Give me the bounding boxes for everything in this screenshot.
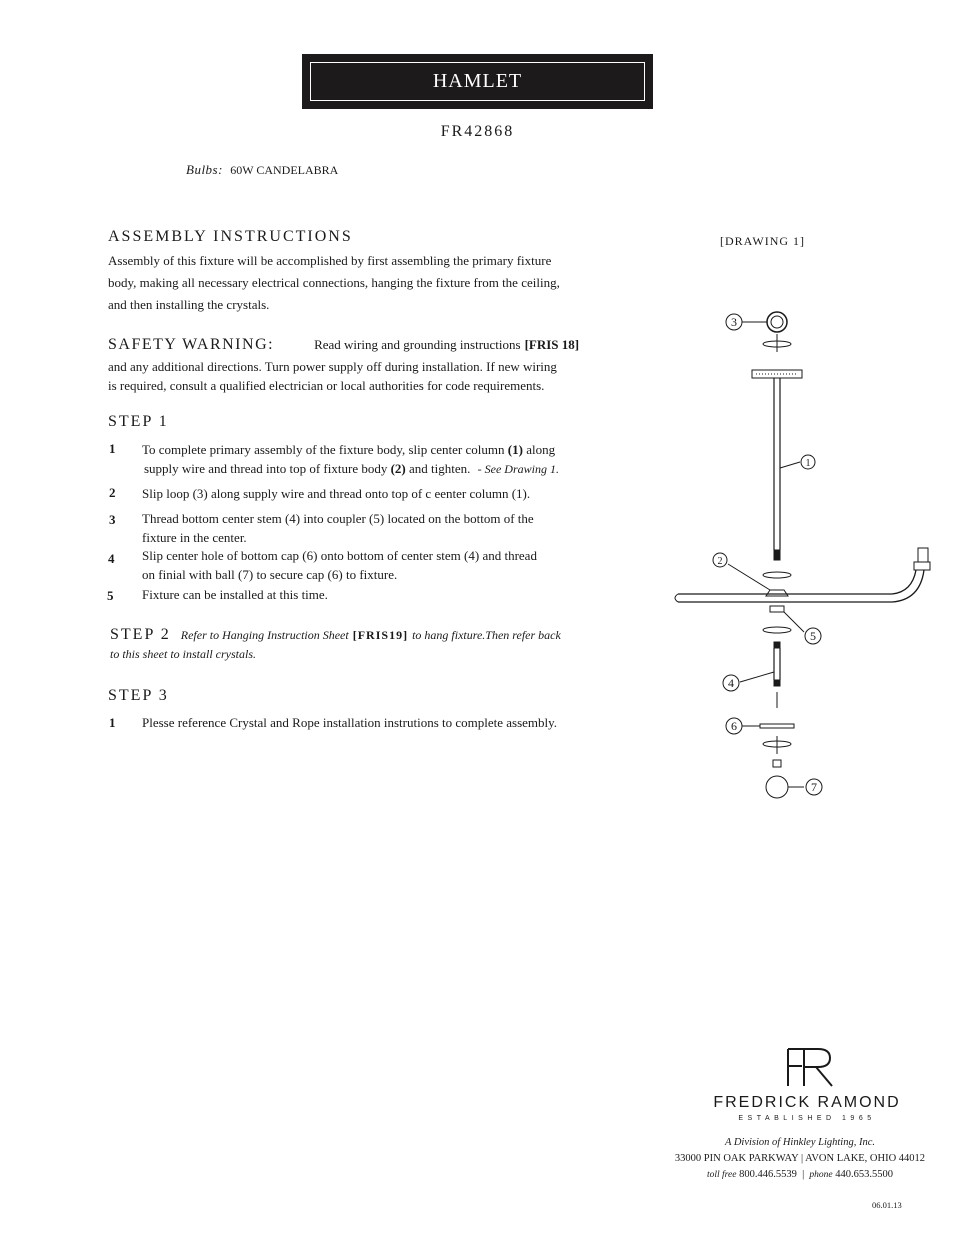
assembly-paragraph (108, 250, 560, 316)
step2-text: to this sheet to install crystals. (110, 647, 256, 661)
safety-heading: SAFETY WARNING: (108, 336, 275, 353)
step-text: fixture in the center. (142, 530, 247, 545)
step-number: 1 (109, 715, 116, 730)
step-number: 1 (109, 441, 116, 456)
loop-part-inner (771, 316, 783, 328)
assembly-drawing (670, 300, 940, 810)
step2-block (110, 626, 650, 662)
callout-label: 1 (805, 458, 811, 469)
callout-3 (726, 314, 742, 330)
established: ESTABLISHED 1965 (738, 1115, 876, 1122)
phone-label: phone (809, 1170, 833, 1180)
socket-cup (918, 548, 928, 562)
step1-heading: STEP 1 (108, 413, 169, 430)
callout-4 (723, 675, 739, 691)
step3-heading: STEP 3 (108, 687, 169, 704)
step-number: 3 (109, 512, 116, 527)
assembly-line: body, making all necessary electrical connections, hanging the fixture from the ceiling, (108, 275, 560, 290)
step1-item-2: Slip loop (3) along supply wire and thread onto top of c eenter column (1). (142, 486, 531, 501)
assembly-line: Assembly of this fixture will be accomplished by first assembling the primary fixture (108, 253, 552, 268)
step1-item-5: Fixture can be installed at this time. (142, 587, 328, 602)
step-text: Slip center hole of bottom cap (6) onto bottom of center stem (4) and thread (142, 548, 537, 563)
bottom-cap (760, 724, 794, 728)
step-number: 4 (108, 551, 115, 566)
revision-date: 06.01.13 (872, 1200, 902, 1210)
fr-logo-mark (784, 1046, 836, 1088)
safety-line: is required, consult a qualified electrician or local authorities for code requirements. (108, 378, 545, 393)
finial-ball (766, 776, 788, 798)
step-text: on finial with ball (7) to secure cap (6) to fixture. (142, 567, 398, 582)
coupler (770, 606, 784, 612)
model-number: FR42868 (440, 123, 515, 140)
phone-number: 440.653.5500 (835, 1169, 894, 1180)
contact-line: toll free 800.446.5539 | phone 440.653.5500 (706, 1169, 894, 1180)
step-text: along (526, 442, 556, 457)
step-number: 2 (109, 485, 116, 500)
callout-7 (806, 779, 822, 795)
callout-label: 4 (728, 676, 734, 690)
body-hub (766, 590, 788, 596)
rotate-arrow-icon (763, 627, 791, 633)
finial (773, 760, 781, 767)
safety-line: and any additional directions. Turn power supply off during installation. If new wiring (108, 359, 557, 374)
callout-label: 5 (810, 629, 816, 643)
tollfree-number: 800.446.5539 (739, 1169, 797, 1180)
division-text: A Division of Hinkley Lighting, Inc. (725, 1137, 875, 1148)
safety-warning (108, 334, 648, 395)
product-title: HAMLET (310, 62, 645, 101)
step-text: and tighten. (409, 461, 471, 476)
callout-6 (726, 718, 742, 734)
tollfree-label: toll free (706, 1170, 737, 1180)
step1-item-4 (142, 546, 537, 584)
loop-part (767, 312, 787, 332)
callout-label: 6 (731, 719, 737, 733)
step-text: Thread bottom center stem (4) into coupler (5) located on the bottom of the (142, 511, 534, 526)
part-ref: (2) (390, 461, 406, 476)
callout-2 (713, 553, 727, 567)
safety-intro: Read wiring and grounding instructions (314, 337, 521, 352)
assembly-line: and then installing the crystals. (108, 297, 270, 312)
step2-text: to hang fixture.Then refer back (412, 628, 561, 642)
step2-text: Refer to Hanging Instruction Sheet (180, 628, 349, 642)
brand-name: FREDRICK RAMOND (713, 1094, 901, 1111)
address-text: 33000 PIN OAK PARKWAY | AVON LAKE, OHIO 44012 (674, 1153, 926, 1164)
part-ref: (1) (507, 442, 523, 457)
step1-item-3 (142, 509, 534, 547)
callout-label: 2 (717, 556, 723, 567)
step3-item-1: Plesse reference Crystal and Rope installation instrutions to complete assembly. (142, 715, 558, 730)
step2-ref: [FRIS19] (352, 628, 409, 642)
callout-label: 7 (811, 780, 817, 794)
safety-ref: [FRIS 18] (524, 337, 580, 352)
drawing-label: [DRAWING 1] (720, 234, 806, 248)
step-number: 5 (107, 588, 114, 603)
step-text: To complete primary assembly of the fixture body, slip center column (142, 442, 505, 457)
step1-item-1 (142, 440, 559, 479)
callout-label: 3 (731, 315, 737, 329)
assembly-heading: ASSEMBLY INSTRUCTIONS (108, 228, 353, 245)
step-text: supply wire and thread into top of fixture body (144, 461, 388, 476)
bulbs-value: 60W CANDELABRA (230, 163, 339, 177)
callout-5 (805, 628, 821, 644)
title-banner (302, 54, 653, 109)
callout-1 (801, 455, 815, 469)
rotate-arrow-icon (763, 572, 791, 578)
drawing-ref: - See Drawing 1. (477, 462, 559, 476)
step2-heading: STEP 2 (110, 626, 171, 643)
bulbs-label: Bulbs: (186, 162, 223, 177)
bulbs-spec (186, 162, 338, 178)
